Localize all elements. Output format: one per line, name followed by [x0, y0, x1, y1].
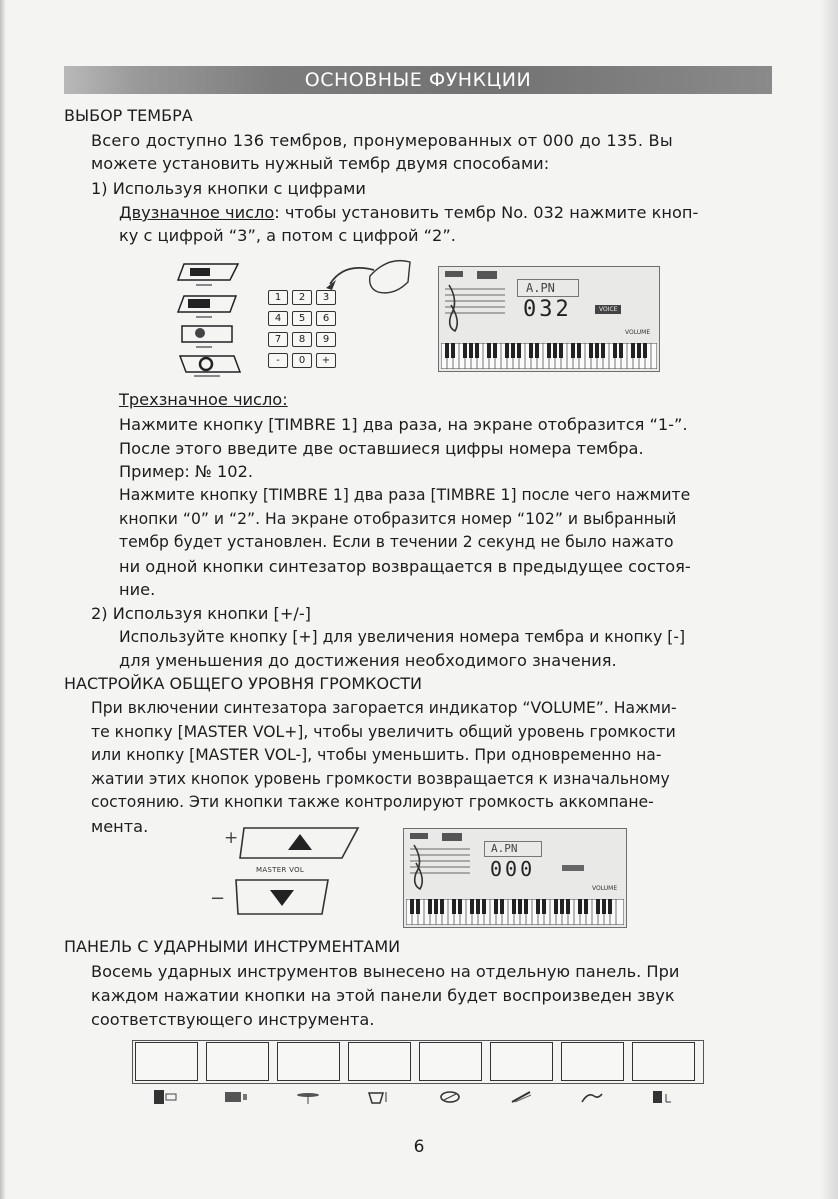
page-edge-left: [0, 0, 6, 1199]
lcd-display: [438, 266, 660, 372]
volume-heading: НАСТРОЙКА ОБЩЕГО УРОВНЯ ГРОМКОСТИ: [64, 674, 423, 693]
tambourine-icon: [580, 1090, 604, 1104]
keypad-key: 3: [316, 290, 336, 305]
volume-line: или кнопку [MASTER VOL-], чтобы уменьшить. При одновременно на-: [91, 746, 662, 764]
keypad-key: -: [268, 353, 288, 368]
lcd-indicator: [562, 865, 584, 871]
three-digit-label: Трехзначное число:: [119, 390, 288, 409]
keyboard-strip-icon: [441, 343, 657, 369]
drums-line: каждом нажатии кнопки на этой панели будет воспроизведен звук: [91, 986, 675, 1005]
three-digit-line: тембр будет установлен. Если в течении 2 секунд не было нажато: [119, 533, 674, 551]
drum-pad: [632, 1042, 695, 1081]
keypad-key: +: [316, 353, 336, 368]
timbre-intro-line: можете установить нужный тембр двумя способами:: [91, 154, 550, 173]
three-digit-line: ни одной кнопки синтезатор возвращается в предыдущее состоя-: [119, 557, 691, 576]
drums-line: соответствующего инструмента.: [91, 1010, 375, 1029]
method2-title: 2) Используя кнопки [+/-]: [91, 604, 311, 623]
lcd-top-field: [517, 279, 579, 297]
drum-pad: [348, 1042, 411, 1081]
three-digit-line: Пример: № 102.: [119, 462, 254, 481]
cymbal-icon: [438, 1090, 462, 1104]
vol-up-button-icon: [238, 826, 360, 860]
keypad-key: 2: [292, 290, 312, 305]
volume-line: При включении синтезатора загорается индикатор “VOLUME”. Нажми-: [91, 699, 677, 717]
volume-line: состоянию. Эти кнопки также контролируют громкость аккомпане-: [91, 793, 654, 811]
timbre-buttons-icon: [176, 262, 244, 380]
drums-heading: ПАНЕЛЬ С УДАРНЫМИ ИНСТРУМЕНТАМИ: [64, 937, 401, 956]
two-digit-line: [119, 201, 698, 224]
volume-line: те кнопку [MASTER VOL+], чтобы увеличить общий уровень громкости: [91, 723, 676, 741]
lcd-volume-indicator: VOLUME: [625, 329, 651, 336]
two-digit-text: : чтобы установить тембр No. 032 нажмите кноп-: [274, 203, 699, 222]
section-header: [64, 66, 772, 94]
lcd-mode-text: A.PN: [526, 281, 555, 295]
drum-pad: [277, 1042, 340, 1081]
method1-title: 1) Используя кнопки с цифрами: [91, 179, 366, 198]
three-digit-line: ние.: [119, 580, 156, 599]
keypad-key: 6: [316, 311, 336, 326]
staff-icon: [408, 833, 472, 895]
timbre-heading: ВЫБОР ТЕМБРА: [64, 106, 193, 125]
three-digit-line: Нажмите кнопку [TIMBRE 1] два раза, на экране отобразится “1-”.: [119, 415, 688, 434]
page-number: 6: [413, 1137, 425, 1157]
volume-line: жатии этих кнопок уровень громкости возвращается к изначальному: [91, 770, 670, 788]
hihat-icon: [296, 1090, 320, 1104]
drum-pad: [419, 1042, 482, 1081]
lcd-voice-indicator: VOICE: [595, 305, 621, 314]
lcd-mode-text: A.PN: [491, 842, 518, 855]
lcd-top-field: [484, 841, 542, 857]
lcd-number: 032: [523, 297, 572, 322]
bass-drum-icon: [154, 1090, 178, 1104]
keypad-key: 1: [268, 290, 288, 305]
master-vol-figure: [206, 822, 366, 922]
keypad-key: 4: [268, 311, 288, 326]
section-title: ОСНОВНЫЕ ФУНКЦИИ: [304, 69, 532, 91]
drums-line: Восемь ударных инструментов вынесено на отдельную панель. При: [91, 962, 680, 981]
drum-pad: [561, 1042, 624, 1081]
drum-pad-panel: [132, 1040, 704, 1112]
three-digit-line: кнопки “0” и “2”. На экране отобразится номер “102” и выбранный: [119, 510, 677, 528]
snare-drum-icon: [225, 1090, 249, 1104]
method2-line: для уменьшения до достижения необходимого значения.: [119, 651, 617, 670]
keypad-key: 7: [268, 332, 288, 347]
keypad-key: 5: [292, 311, 312, 326]
number-keypad-figure: [264, 252, 414, 370]
lcd-volume-indicator: VOLUME: [592, 885, 618, 892]
lcd-display-volume: [403, 828, 627, 928]
two-digit-line: ку с цифрой “3”, а потом с цифрой “2”.: [119, 226, 456, 245]
minus-sign: −: [210, 888, 226, 909]
drum-pad: [490, 1042, 553, 1081]
staff-icon: [443, 271, 507, 341]
page-edge-right: [820, 0, 838, 1199]
three-digit-line: Нажмите кнопку [TIMBRE 1] два раза [TIMBRE 1] после чего нажмите: [119, 486, 691, 504]
keypad-key: 0: [292, 353, 312, 368]
keypad-key: 8: [292, 332, 312, 347]
volume-line: мента.: [91, 817, 149, 836]
two-digit-label: Двузначное число: [119, 203, 275, 222]
stick-icon: [509, 1090, 533, 1104]
master-vol-label: MASTER VOL: [256, 866, 305, 874]
method2-line: Используйте кнопку [+] для увеличения номера тембра и кнопку [-]: [119, 628, 686, 646]
tom-drum-icon: [367, 1090, 391, 1104]
plus-sign: +: [224, 828, 239, 848]
drum-pad: [206, 1042, 269, 1081]
keyboard-strip-icon: [406, 899, 624, 925]
timbre-buttons-figure: [176, 262, 244, 380]
vol-down-button-icon: [234, 878, 330, 916]
cowbell-icon: [651, 1090, 675, 1104]
timbre-intro-line: Всего доступно 136 тембров, пронумерованных от 000 до 135. Вы: [91, 131, 673, 150]
drum-pad: [135, 1042, 198, 1081]
lcd-number: 000: [490, 857, 536, 881]
three-digit-line: После этого введите две оставшиеся цифры номера тембра.: [119, 439, 644, 458]
keypad-key: 9: [316, 332, 336, 347]
